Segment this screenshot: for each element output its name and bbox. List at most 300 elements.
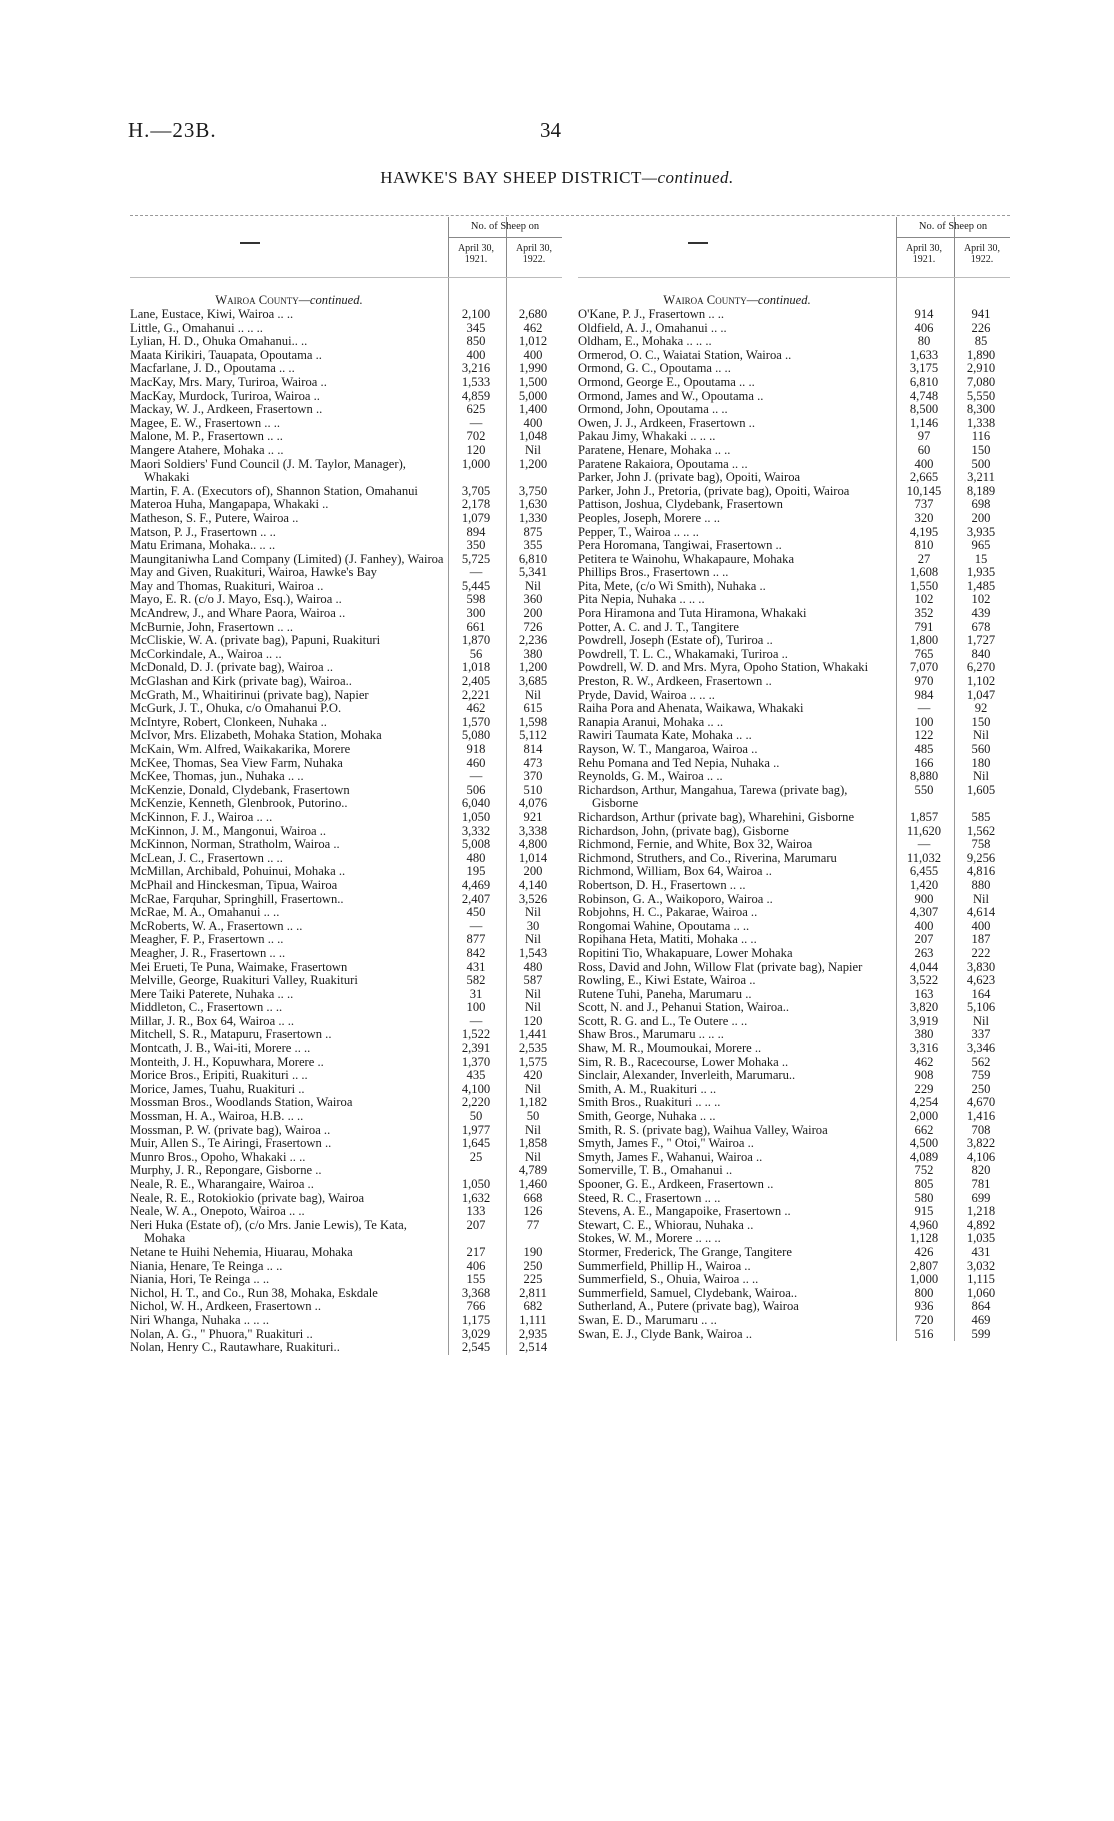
sheep-1921: 25 xyxy=(469,1149,483,1164)
sheep-1921: 207 xyxy=(914,932,934,947)
sheep-1921: 60 xyxy=(917,442,931,457)
sheep-1921: 350 xyxy=(466,538,486,553)
sheep-1921: 207 xyxy=(466,1217,486,1232)
sheep-1921: 4,100 xyxy=(461,1081,491,1096)
table-row xyxy=(130,1205,562,1219)
sheep-1922: 3,526 xyxy=(518,891,548,906)
owner-name: Pera Horomana, Tangiwai, Frasertown .. xyxy=(578,539,782,553)
sheep-1922: 2,935 xyxy=(518,1326,548,1341)
sheep-1922: 4,800 xyxy=(518,837,548,852)
owner-name: Rowling, E., Kiwi Estate, Wairoa .. xyxy=(578,974,756,988)
owner-name: Mangere Atahere, Mohaka .. .. xyxy=(130,443,284,457)
sheep-1922: 4,670 xyxy=(966,1095,996,1110)
table-row xyxy=(130,906,562,920)
owner-name: Smith, A. M., Ruakituri .. .. xyxy=(578,1082,717,1096)
owner-name: Stewart, C. E., Whiorau, Nuhaka .. xyxy=(578,1218,754,1232)
sheep-1922: 4,789 xyxy=(518,1163,548,1178)
sheep-1921: 3,332 xyxy=(461,823,491,838)
sheep-1921: 2,405 xyxy=(461,674,491,689)
table-row xyxy=(130,675,562,689)
sheep-1921: 8,880 xyxy=(909,769,939,784)
sheep-1922: 726 xyxy=(523,619,543,634)
sheep-1921: 400 xyxy=(466,347,486,362)
table-row xyxy=(578,852,1010,866)
title-text: HAWKE'S BAY SHEEP DISTRICT xyxy=(380,168,642,187)
sheep-1921: 970 xyxy=(914,674,934,689)
table-row xyxy=(578,1096,1010,1110)
sheep-1922: 5,341 xyxy=(518,565,548,580)
table-row xyxy=(578,593,1010,607)
owner-name: Stevens, A. E., Mangapoike, Frasertown .. xyxy=(578,1205,791,1219)
owner-name: McKinnon, Norman, Stratholm, Wairoa .. xyxy=(130,838,340,852)
sheep-1921: 1,633 xyxy=(909,347,939,362)
sheep-1921: — xyxy=(469,918,483,933)
table-row xyxy=(578,362,1010,376)
sheep-1922: 1,630 xyxy=(518,497,548,512)
sheep-1922: 682 xyxy=(523,1299,543,1314)
owner-name: Niania, Henare, Te Reinga .. .. xyxy=(130,1259,283,1273)
sheep-1921: 462 xyxy=(914,1054,934,1069)
sheep-1921: 5,008 xyxy=(461,837,491,852)
table-row xyxy=(578,1015,1010,1029)
table-row xyxy=(578,1151,1010,1165)
sheep-1922: 1,543 xyxy=(518,945,548,960)
owner-name: Preston, R. W., Ardkeen, Frasertown .. xyxy=(578,675,772,689)
table-row xyxy=(578,1164,1010,1178)
table-row xyxy=(130,1137,562,1151)
sheep-1921: 580 xyxy=(914,1190,934,1205)
sheep-1922: 5,112 xyxy=(519,728,547,743)
sheep-1922: Nil xyxy=(524,687,542,702)
sheep-1922: 587 xyxy=(523,973,543,988)
sheep-1922: 3,935 xyxy=(966,524,996,539)
table-row xyxy=(578,784,1010,811)
sheep-1921: 120 xyxy=(466,442,486,457)
owner-name: Mackay, W. J., Ardkeen, Frasertown .. xyxy=(130,403,323,417)
sheep-1922: 3,346 xyxy=(966,1041,996,1056)
owner-name: Montcath, J. B., Wai-iti, Morere .. .. xyxy=(130,1042,311,1056)
owner-name: Phillips Bros., Frasertown .. .. xyxy=(578,566,729,580)
sheep-1921: — xyxy=(917,701,931,716)
owner-name: Oldfield, A. J., Omahanui .. .. xyxy=(578,321,727,335)
sheep-1922: 15 xyxy=(974,551,988,566)
owner-name: Melville, George, Ruakituri Valley, Ruakituri xyxy=(130,974,358,988)
section-heading xyxy=(578,278,896,308)
sheep-1922: 1,441 xyxy=(518,1027,548,1042)
sheep-1921: 133 xyxy=(466,1204,486,1219)
sheep-1921: 380 xyxy=(914,1027,934,1042)
sheep-1921: 11,620 xyxy=(906,823,942,838)
sheep-1921: — xyxy=(917,837,931,852)
owner-name: McCliskie, W. A. (private bag), Papuni, Ruakituri xyxy=(130,634,381,648)
table-row xyxy=(578,1042,1010,1056)
table-row xyxy=(578,1178,1010,1192)
owner-name: Raiha Pora and Ahenata, Waikawa, Whakaki xyxy=(578,702,804,716)
sheep-1921: 1,632 xyxy=(461,1190,491,1205)
table-row xyxy=(130,634,562,648)
owner-name: Sutherland, A., Putere (private bag), Wairoa xyxy=(578,1300,799,1314)
table-row xyxy=(130,362,562,376)
table-row xyxy=(578,1056,1010,1070)
owner-name: Meagher, J. R., Frasertown .. .. xyxy=(130,946,286,960)
table-row xyxy=(578,689,1010,703)
sheep-1922: 708 xyxy=(971,1122,991,1137)
sheep-1921: 4,500 xyxy=(909,1136,939,1151)
sheep-1921: 4,089 xyxy=(909,1149,939,1164)
sheep-1922: 3,750 xyxy=(518,483,548,498)
sheep-1922: 2,535 xyxy=(518,1041,548,1056)
owner-name: McRae, M. A., Omahanui .. .. xyxy=(130,906,280,920)
sheep-1922: 150 xyxy=(971,442,991,457)
table-row xyxy=(130,1192,562,1206)
sheep-1922: 226 xyxy=(971,320,991,335)
sheep-1922: 400 xyxy=(523,415,543,430)
table-row xyxy=(130,865,562,879)
table-row xyxy=(130,485,562,499)
sheep-1921: 752 xyxy=(914,1163,934,1178)
sheep-1922: 698 xyxy=(971,497,991,512)
owner-name: Nichol, H. T., and Co., Run 38, Mohaka, Eskdale xyxy=(130,1286,378,1300)
sheep-1922: 668 xyxy=(523,1190,543,1205)
sheep-1921: 4,748 xyxy=(909,388,939,403)
sheep-1922: 1,727 xyxy=(966,633,996,648)
table-row xyxy=(578,1083,1010,1097)
owner-name: Smyth, James F., " Otoi," Wairoa .. xyxy=(578,1137,754,1151)
left-table-body xyxy=(130,278,562,1355)
owner-name: May and Thomas, Ruakituri, Wairoa .. xyxy=(130,579,324,593)
owner-name: McKinnon, F. J., Wairoa .. .. xyxy=(130,810,273,824)
sheep-1922: 2,811 xyxy=(519,1285,547,1300)
table-row xyxy=(578,403,1010,417)
owner-name: Paratene Rakaiora, Opoutama .. .. xyxy=(578,457,748,471)
owner-name: Pryde, David, Wairoa .. .. .. xyxy=(578,688,715,702)
table-row xyxy=(130,920,562,934)
sheep-1921: 842 xyxy=(466,945,486,960)
table-row xyxy=(130,648,562,662)
sheep-1922: 469 xyxy=(971,1312,991,1327)
table-row xyxy=(578,757,1010,771)
table-row xyxy=(130,961,562,975)
sheep-1922: 164 xyxy=(971,986,991,1001)
sheep-1921: 11,032 xyxy=(906,850,942,865)
table-row xyxy=(578,1273,1010,1287)
table-row xyxy=(578,566,1010,580)
sheep-1921: 2,178 xyxy=(461,497,491,512)
table-row xyxy=(578,825,1010,839)
sheep-1922: 85 xyxy=(974,334,988,349)
title-suffix: —continued. xyxy=(641,168,734,187)
column-divider xyxy=(954,278,955,1341)
table-row xyxy=(130,403,562,417)
table-row xyxy=(578,458,1010,472)
left-column xyxy=(130,217,562,1355)
sheep-1922: 250 xyxy=(523,1258,543,1273)
sheep-1921: 5,725 xyxy=(461,551,491,566)
sheep-1922: 1,035 xyxy=(966,1231,996,1246)
sheep-1922: 180 xyxy=(971,755,991,770)
table-row xyxy=(130,933,562,947)
sheep-1921: 2,391 xyxy=(461,1041,491,1056)
sheep-1921: — xyxy=(469,769,483,784)
sheep-1922: 1,890 xyxy=(966,347,996,362)
sheep-1921: 3,029 xyxy=(461,1326,491,1341)
owner-name: Shaw Bros., Marumaru .. .. .. xyxy=(578,1028,724,1042)
owner-name: Morice Bros., Eripiti, Ruakituri .. .. xyxy=(130,1069,308,1083)
sheep-1922: 4,106 xyxy=(966,1149,996,1164)
sheep-1921: 1,857 xyxy=(909,809,939,824)
table-row xyxy=(578,444,1010,458)
sheep-1921: 720 xyxy=(914,1312,934,1327)
owner-name: Nolan, A. G., " Phuora," Ruakituri .. xyxy=(130,1327,313,1341)
table-row xyxy=(130,757,562,771)
sheep-1921: 900 xyxy=(914,891,934,906)
owner-name: McKenzie, Kenneth, Glenbrook, Putorino.. xyxy=(130,797,348,811)
sheep-1921: 100 xyxy=(466,1000,486,1015)
owner-name: Owen, J. J., Ardkeen, Frasertown .. xyxy=(578,416,755,430)
sheep-1922: 1,182 xyxy=(518,1095,548,1110)
sheep-1922: 1,014 xyxy=(518,850,548,865)
table-row xyxy=(130,770,562,784)
sheep-1922: Nil xyxy=(524,1000,542,1015)
owner-name: McIntyre, Robert, Clonkeen, Nuhaka .. xyxy=(130,715,327,729)
sheep-1922: 190 xyxy=(523,1244,543,1259)
owner-name: Neale, R. E., Wharangaire, Wairoa .. xyxy=(130,1178,314,1191)
sheep-1922: 678 xyxy=(971,619,991,634)
sheep-1921: 1,175 xyxy=(461,1312,491,1327)
section-name: Wairoa County xyxy=(663,293,747,307)
sheep-1921: 1,420 xyxy=(909,877,939,892)
owner-name: Munro Bros., Opoho, Whakaki .. .. xyxy=(130,1150,306,1164)
table-row xyxy=(130,349,562,363)
sheep-1921: 435 xyxy=(466,1068,486,1083)
sheep-1921: 7,070 xyxy=(909,660,939,675)
owner-name: Niri Whanga, Nuhaka .. .. .. xyxy=(130,1313,269,1327)
sheep-1922: 500 xyxy=(971,456,991,471)
sheep-1921: 5,445 xyxy=(461,578,491,593)
sheep-1922: 92 xyxy=(974,701,988,716)
sheep-1922: 1,048 xyxy=(518,429,548,444)
owner-name: Richardson, Arthur (private bag), Wharehini, Gisborne xyxy=(578,810,855,824)
sheep-1922: 250 xyxy=(971,1081,991,1096)
sheep-1922: 431 xyxy=(971,1244,991,1259)
owner-name: Maori Soldiers' Fund Council (J. M. Taylor, Manager), Whakaki xyxy=(130,457,406,485)
owner-name: McRae, Farquhar, Springhill, Frasertown.. xyxy=(130,892,344,906)
owner-name: McGrath, M., Whaitirinui (private bag), Napier xyxy=(130,688,369,702)
sheep-1922: Nil xyxy=(524,1122,542,1137)
table-row xyxy=(130,1273,562,1287)
sheep-1922: 8,300 xyxy=(966,402,996,417)
owner-name: Parker, John J., Pretoria, (private bag), Opoiti, Wairoa xyxy=(578,484,850,498)
table-row xyxy=(130,390,562,404)
col-1921-header: April 30, 1921. xyxy=(905,243,943,265)
sheep-1922: Nil xyxy=(972,891,990,906)
table-row xyxy=(578,1328,1010,1342)
sheep-1921: 102 xyxy=(914,592,934,607)
sheep-1921: 10,145 xyxy=(906,483,942,498)
table-row xyxy=(130,1328,562,1342)
sheep-1921: 1,645 xyxy=(461,1136,491,1151)
owner-name: Maungitaniwha Land Company (Limited) (J. Fanhey), Wairoa xyxy=(130,552,444,566)
owner-name: Pora Hiramona and Tuta Hiramona, Whakaki xyxy=(578,607,807,621)
sheep-1921: 1,870 xyxy=(461,633,491,648)
sheep-1921: 1,000 xyxy=(909,1272,939,1287)
sheep-1922: 380 xyxy=(523,646,543,661)
owner-name: Ormerod, O. C., Waiatai Station, Wairoa .. xyxy=(578,348,792,362)
owner-name: Martin, F. A. (Executors of), Shannon Station, Omahanui xyxy=(130,484,418,498)
sheep-1921: 1,128 xyxy=(909,1231,939,1246)
owner-name: Powdrell, W. D. and Mrs. Myra, Opoho Station, Whakaki xyxy=(578,661,869,675)
sheep-1921: 550 xyxy=(914,782,934,797)
table-row xyxy=(130,1083,562,1097)
owner-name: Mere Taiki Paterete, Nuhaka .. .. xyxy=(130,987,294,1001)
document-reference: H.—23B. xyxy=(128,118,217,142)
owner-name: Matheson, S. F., Putere, Wairoa .. xyxy=(130,511,299,525)
sheep-1922: 225 xyxy=(523,1272,543,1287)
owner-name: Rehu Pomana and Ted Nepia, Nuhaka .. xyxy=(578,756,780,770)
owner-name: Mossman, P. W. (private bag), Wairoa .. xyxy=(130,1123,331,1137)
owner-name: Neri Huka (Estate of), (c/o Mrs. Janie Lewis), Te Kata, Mohaka xyxy=(130,1218,407,1246)
owner-name: McCorkindale, A., Wairoa .. .. xyxy=(130,647,282,661)
owner-name: Matson, P. J., Frasertown .. .. xyxy=(130,525,276,539)
table-row xyxy=(130,797,562,811)
owner-name: Pattison, Joshua, Clydebank, Frasertown xyxy=(578,498,783,512)
sheep-1922: 3,211 xyxy=(967,470,995,485)
column-divider xyxy=(448,278,449,1355)
sheep-1921: 914 xyxy=(914,307,934,321)
owner-name: Richardson, Arthur, Mangahua, Tarewa (private bag), Gisborne xyxy=(578,783,848,811)
table-row xyxy=(578,526,1010,540)
sheep-1922: 150 xyxy=(971,714,991,729)
column-divider xyxy=(896,278,897,1341)
sheep-1922: 1,111 xyxy=(519,1312,547,1327)
section-suffix: —continued. xyxy=(298,293,363,307)
owner-name: Petitera te Wainohu, Whakapaure, Mohaka xyxy=(578,552,795,566)
sheep-1921: 4,859 xyxy=(461,388,491,403)
sheep-1922: 5,550 xyxy=(966,388,996,403)
sheep-1921: 3,919 xyxy=(909,1013,939,1028)
sheep-1922: 510 xyxy=(523,782,543,797)
owner-name: Netane te Huihi Nehemia, Hiuarau, Mohaka xyxy=(130,1245,353,1259)
section-suffix: —continued. xyxy=(746,293,811,307)
sheep-1922: 4,623 xyxy=(966,973,996,988)
owner-name: Mitchell, S. R., Matapuru, Frasertown .. xyxy=(130,1028,332,1042)
sheep-1922: 759 xyxy=(971,1068,991,1083)
sheep-1921: 3,175 xyxy=(909,361,939,376)
table-row xyxy=(130,322,562,336)
sheep-1921: 915 xyxy=(914,1204,934,1219)
sheep-1921: 300 xyxy=(466,606,486,621)
table-row xyxy=(130,1096,562,1110)
sheep-1922: 864 xyxy=(971,1299,991,1314)
table-row xyxy=(578,349,1010,363)
sheep-1921: 460 xyxy=(466,755,486,770)
sheep-1921: 1,000 xyxy=(461,456,491,471)
sheep-1921: 984 xyxy=(914,687,934,702)
sheep-1921: 2,220 xyxy=(461,1095,491,1110)
table-row xyxy=(578,1001,1010,1015)
table-row xyxy=(578,1260,1010,1274)
sheep-1922: 3,822 xyxy=(966,1136,996,1151)
sheep-1922: 1,012 xyxy=(518,334,548,349)
owner-name: McIvor, Mrs. Elizabeth, Mohaka Station, Mohaka xyxy=(130,729,382,743)
owner-name: Mayo, E. R. (c/o J. Mayo, Esq.), Wairoa .. xyxy=(130,593,342,607)
sheep-1921: 400 xyxy=(914,456,934,471)
sheep-1921: 877 xyxy=(466,932,486,947)
owner-name: Pakau Jimy, Whakaki .. .. .. xyxy=(578,430,716,444)
sheep-1922: 360 xyxy=(523,592,543,607)
sheep-1921: 661 xyxy=(466,619,486,634)
owner-name: Somerville, T. B., Omahanui .. xyxy=(578,1164,733,1178)
table-row xyxy=(578,988,1010,1002)
table-row xyxy=(130,852,562,866)
owner-name: Richmond, Fernie, and White, Box 32, Wairoa xyxy=(578,838,813,852)
table-row xyxy=(578,1287,1010,1301)
table-row xyxy=(130,1314,562,1328)
sheep-1922: Nil xyxy=(972,769,990,784)
sheep-1922: 400 xyxy=(971,918,991,933)
owner-name: Ormond, G. C., Opoutama .. .. xyxy=(578,362,731,376)
table-row xyxy=(578,770,1010,784)
header-rule xyxy=(896,237,1010,238)
sheep-1921: 1,370 xyxy=(461,1054,491,1069)
sheep-1922: 1,200 xyxy=(518,456,548,471)
sheep-1921: 1,570 xyxy=(461,714,491,729)
sheep-1921: 4,960 xyxy=(909,1217,939,1232)
sheep-1922: 8,189 xyxy=(966,483,996,498)
sheep-1922: 77 xyxy=(526,1217,540,1232)
owner-name: Millar, J. R., Box 64, Wairoa .. .. xyxy=(130,1014,295,1028)
table-row xyxy=(130,580,562,594)
owner-name: McKain, Wm. Alfred, Waikakarika, Morere xyxy=(130,743,351,756)
table-row xyxy=(130,702,562,716)
sheep-1922: Nil xyxy=(972,1013,990,1028)
owner-name: Summerfield, S., Ohuia, Wairoa .. .. xyxy=(578,1273,759,1287)
owner-name: Ropitini Tio, Whakapuare, Lower Mohaka xyxy=(578,946,793,960)
table-row xyxy=(130,893,562,907)
table-row xyxy=(578,485,1010,499)
section-name: Wairoa County xyxy=(215,293,299,307)
table-row xyxy=(130,974,562,988)
sheep-1922: 1,047 xyxy=(966,687,996,702)
sheep-1922: 200 xyxy=(971,510,991,525)
owner-name: McKenzie, Donald, Clydebank, Frasertown xyxy=(130,783,350,797)
table-row xyxy=(578,1124,1010,1138)
table-row xyxy=(578,607,1010,621)
owner-name: McDonald, D. J. (private bag), Wairoa .. xyxy=(130,661,333,675)
sheep-1922: 615 xyxy=(523,701,543,716)
table-row xyxy=(130,1124,562,1138)
sheep-1922: 4,816 xyxy=(966,864,996,879)
sheep-1921: 2,545 xyxy=(461,1340,491,1355)
owner-name: Nichol, W. H., Ardkeen, Frasertown .. xyxy=(130,1300,321,1314)
sheep-1922: 921 xyxy=(523,809,543,824)
table-row xyxy=(578,634,1010,648)
table-row xyxy=(130,1151,562,1165)
sheep-1921: 3,820 xyxy=(909,1000,939,1015)
table-row xyxy=(130,430,562,444)
sheep-1922: 2,910 xyxy=(966,361,996,376)
table-row xyxy=(130,1341,562,1355)
sheep-1921: 2,807 xyxy=(909,1258,939,1273)
sheep-1921: 6,040 xyxy=(461,796,491,811)
sheep-1922: 880 xyxy=(971,877,991,892)
table-row xyxy=(130,1015,562,1029)
owner-name: Shaw, M. R., Moumoukai, Morere .. xyxy=(578,1042,762,1056)
owner-name: Parker, John J. (private bag), Opoiti, Wairoa xyxy=(578,471,801,485)
table-row xyxy=(578,376,1010,390)
sheep-1921: — xyxy=(469,415,483,430)
owner-name: Spooner, G. E., Ardkeen, Frasertown .. xyxy=(578,1178,774,1191)
